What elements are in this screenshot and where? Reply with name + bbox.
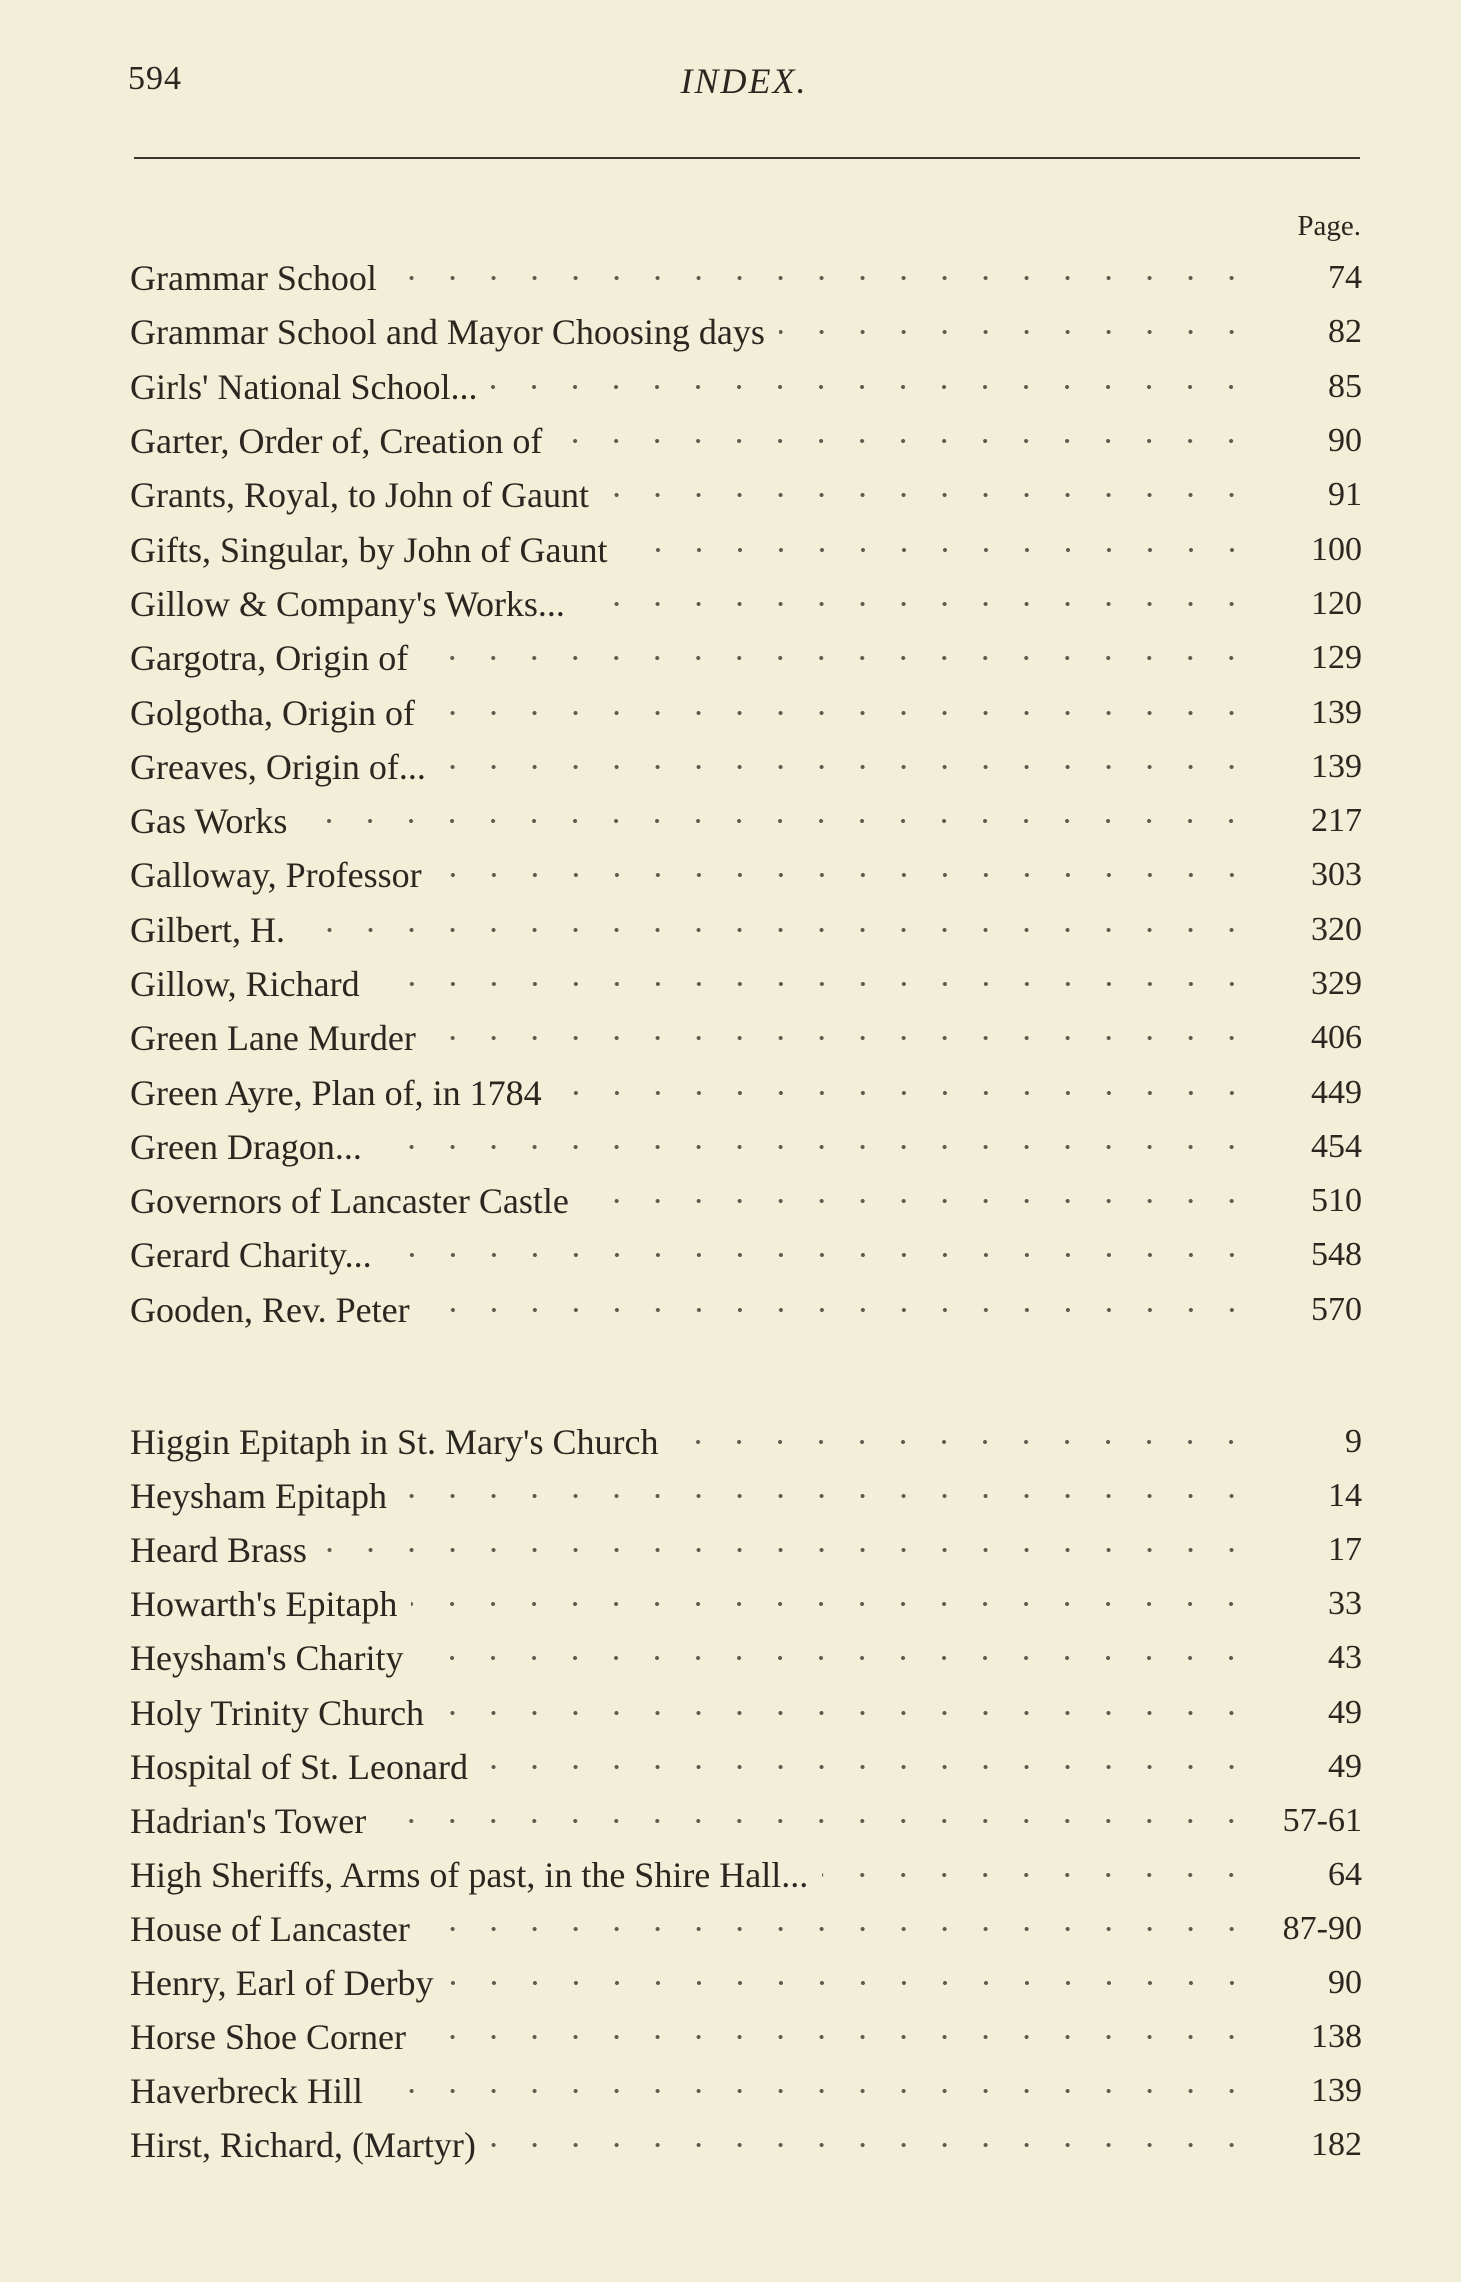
- index-entry-page: 139: [1311, 693, 1362, 731]
- index-entry-title: Gillow, Richard: [130, 963, 370, 1005]
- index-entry: [130, 1848, 1362, 1902]
- dot-leader: [438, 1708, 1252, 1718]
- index-entry-title: Golgotha, Origin of: [130, 692, 425, 734]
- index-entry-page: 406: [1311, 1019, 1362, 1057]
- dot-leader: [376, 1142, 1252, 1152]
- index-entry-title: Gooden, Rev. Peter: [130, 1289, 420, 1331]
- dot-leader: [583, 1196, 1252, 1206]
- index-entry-page: 100: [1311, 530, 1362, 568]
- index-entry-page: 91: [1328, 476, 1362, 514]
- index-entry-title: Heysham's Charity: [130, 1637, 413, 1679]
- index-entry: [130, 468, 1362, 522]
- index-entry-title: Holy Trinity Church: [130, 1692, 434, 1734]
- index-entry-page: 217: [1311, 802, 1362, 840]
- index-entry-page: 303: [1311, 856, 1362, 894]
- index-entry: [130, 1120, 1362, 1174]
- dot-leader: [401, 1491, 1252, 1501]
- dot-leader: [822, 1870, 1252, 1880]
- dot-leader: [424, 1305, 1252, 1315]
- index-entry-page: 87-90: [1282, 1909, 1362, 1947]
- index-entry: [130, 1740, 1362, 1794]
- index-entry-page: 449: [1311, 1073, 1362, 1111]
- index-entry: [130, 2118, 1362, 2172]
- index-entry-title: Gillow & Company's Works...: [130, 583, 575, 625]
- index-entry-page: 329: [1311, 965, 1362, 1002]
- index-section-g: [130, 251, 1362, 1337]
- index-entry-title: House of Lancaster: [130, 1908, 420, 1950]
- dot-leader: [386, 1250, 1252, 1260]
- index-entry: [130, 1956, 1362, 2010]
- index-entry-title: Grammar School: [130, 257, 387, 299]
- index-entry-page: 548: [1311, 1236, 1362, 1274]
- index-entry: [130, 360, 1362, 414]
- index-entry: [130, 2010, 1362, 2064]
- page-number: 594: [128, 60, 182, 97]
- dot-leader: [299, 925, 1252, 935]
- index-entry-page: 64: [1328, 1855, 1362, 1893]
- index-entry-title: Galloway, Professor: [130, 854, 432, 896]
- index-entry: [130, 1283, 1362, 1337]
- dot-leader: [440, 762, 1252, 772]
- index-entry-page: 139: [1311, 2072, 1362, 2110]
- index-entry-page: 82: [1328, 313, 1362, 351]
- index-entry: [130, 577, 1362, 631]
- index-entry-title: Grants, Royal, to John of Gaunt: [130, 474, 599, 516]
- index-entry: [130, 305, 1362, 359]
- index-entry-title: Hadrian's Tower: [130, 1800, 376, 1842]
- index-entry-page: 49: [1328, 1693, 1362, 1731]
- index-entry-title: Garter, Order of, Creation of: [130, 420, 552, 462]
- dot-leader: [321, 1545, 1252, 1555]
- index-entry-page: 120: [1311, 584, 1362, 622]
- index-entry: [130, 1228, 1362, 1282]
- index-entry: [130, 1902, 1362, 1956]
- dot-leader: [417, 1653, 1252, 1663]
- index-entry-title: Hirst, Richard, (Martyr): [130, 2124, 486, 2166]
- dot-leader: [556, 1088, 1252, 1098]
- index-entry-page: 43: [1328, 1639, 1362, 1677]
- dot-leader: [429, 708, 1252, 718]
- index-entry: [130, 414, 1362, 468]
- index-entry-title: Gerard Charity...: [130, 1234, 382, 1276]
- index-entry: [130, 522, 1362, 576]
- running-title: INDEX.: [680, 61, 808, 101]
- index-entry: [130, 740, 1362, 794]
- dot-leader: [430, 1033, 1252, 1043]
- index-entry-title: Heysham Epitaph: [130, 1475, 397, 1517]
- dot-leader: [491, 382, 1252, 392]
- dot-leader: [377, 2086, 1252, 2096]
- index-entry-page: 85: [1328, 367, 1362, 405]
- index-entry-page: 90: [1328, 1963, 1362, 2001]
- index-entry-page: 129: [1311, 639, 1362, 677]
- dot-leader: [391, 273, 1252, 283]
- index-entry-title: High Sheriffs, Arms of past, in the Shire Hall...: [130, 1854, 818, 1896]
- index-entry-title: Green Dragon...: [130, 1126, 372, 1168]
- index-entry: [130, 251, 1362, 305]
- index-entry-title: Green Lane Murder: [130, 1017, 426, 1059]
- dot-leader: [420, 2032, 1252, 2042]
- index-entry-page: 320: [1311, 910, 1362, 948]
- index-entry-page: 17: [1328, 1531, 1362, 1569]
- index-entry-title: Gifts, Singular, by John of Gaunt: [130, 529, 618, 571]
- index-entry-title: Girls' National School...: [130, 366, 487, 408]
- index-entry-page: 9: [1345, 1423, 1362, 1461]
- dot-leader: [779, 327, 1252, 337]
- index-entry-page: 510: [1311, 1182, 1362, 1220]
- dot-leader: [672, 1437, 1252, 1447]
- index-entry: [130, 1415, 1362, 1469]
- page-header: [128, 60, 1360, 110]
- index-entry-title: Governors of Lancaster Castle: [130, 1180, 579, 1222]
- dot-leader: [436, 870, 1252, 880]
- index-section-h: [130, 1415, 1362, 2172]
- index-entry-title: Green Ayre, Plan of, in 1784: [130, 1072, 552, 1114]
- dot-leader: [482, 1762, 1252, 1772]
- index-entry-title: Henry, Earl of Derby: [130, 1962, 444, 2004]
- index-entry-title: Hospital of St. Leonard: [130, 1746, 478, 1788]
- index-entry: [130, 957, 1362, 1011]
- index-entry-title: Howarth's Epitaph: [130, 1583, 407, 1625]
- index-entry-title: Gargotra, Origin of: [130, 637, 418, 679]
- index-entry-page: 182: [1311, 2126, 1362, 2164]
- dot-leader: [622, 545, 1252, 555]
- index-entry-title: Higgin Epitaph in St. Mary's Church: [130, 1421, 668, 1463]
- index-entry-title: Haverbreck Hill: [130, 2070, 373, 2112]
- index-entry-page: 49: [1328, 1747, 1362, 1785]
- index-entry-page: 90: [1328, 422, 1362, 460]
- header-rule: [134, 157, 1360, 159]
- dot-leader: [422, 653, 1252, 663]
- index-entry-title: Gilbert, H.: [130, 909, 295, 951]
- index-entry: [130, 1011, 1362, 1065]
- index-entry: [130, 903, 1362, 957]
- index-entry: [130, 631, 1362, 685]
- index-entry-title: Grammar School and Mayor Choosing days: [130, 311, 775, 353]
- dot-leader: [490, 2140, 1252, 2150]
- page-column-label: Page.: [1297, 210, 1361, 242]
- index-entry-page: 138: [1311, 2018, 1362, 2056]
- index-entry: [130, 1523, 1362, 1577]
- dot-leader: [301, 816, 1252, 826]
- dot-leader: [374, 979, 1252, 989]
- index-entry-page: 454: [1311, 1127, 1362, 1165]
- index-entry-page: 33: [1328, 1585, 1362, 1623]
- index-entry-page: 74: [1328, 259, 1362, 297]
- index-entry-page: 14: [1328, 1477, 1362, 1515]
- index-entry-page: 139: [1311, 747, 1362, 785]
- dot-leader: [603, 490, 1252, 500]
- dot-leader: [579, 599, 1252, 609]
- dot-leader: [448, 1978, 1252, 1988]
- index-entry-page: 570: [1311, 1290, 1362, 1328]
- index-entry: [130, 1174, 1362, 1228]
- dot-leader: [380, 1816, 1252, 1826]
- dot-leader: [411, 1599, 1252, 1609]
- index-entry: [130, 1794, 1362, 1848]
- dot-leader: [424, 1924, 1252, 1934]
- index-entry: [130, 1577, 1362, 1631]
- index-entry-title: Greaves, Origin of...: [130, 746, 436, 788]
- index-entry: [130, 685, 1362, 739]
- index-entry: [130, 794, 1362, 848]
- index-entry: [130, 2064, 1362, 2118]
- index-entry: [130, 848, 1362, 902]
- index-entry: [130, 1685, 1362, 1739]
- index-entry-title: Horse Shoe Corner: [130, 2016, 416, 2058]
- index-entry: [130, 1469, 1362, 1523]
- index-entry: [130, 1631, 1362, 1685]
- index-entry-page: 57-61: [1282, 1801, 1362, 1839]
- index-entry-title: Heard Brass: [130, 1529, 317, 1571]
- dot-leader: [556, 436, 1252, 446]
- index-entry-title: Gas Works: [130, 800, 297, 842]
- index-entry: [130, 1065, 1362, 1119]
